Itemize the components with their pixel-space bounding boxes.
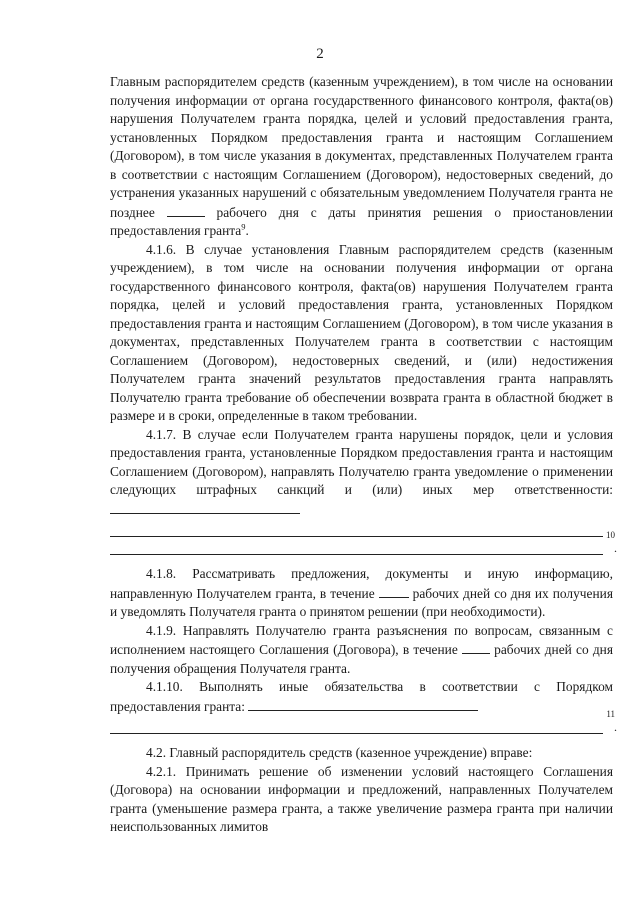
clause-4-1-9: [110, 622, 613, 679]
clause-4-2: 4.2. Главный распорядитель средств (казенное учреждение) вправе:: [146, 745, 533, 760]
paragraph-text: 4.1.7. В случае если Получателем гранта нарушены порядок, цели и условия предоставления гранта, установленные Порядком предоставления гранта и настоящим Соглашением (Договором), направлять Получателю гранта уведомление о применении следующих штрафных санкций и (или) иных мер ответственности:: [110, 426, 613, 497]
paragraph-text: 4.1.9. Направлять Получателю гранта разъяснения по вопросам, связанным с исполнением настоящего Соглашения (Договора), в течение: [110, 622, 613, 657]
paragraph-continuation: Главным распорядителем средств (казенным учреждением), в том числе на основании получения информации от органа государственного финансового контроля, факта(ов) нарушения Получателем гранта порядка, целей и условий предоставления гранта, установленных Порядком предоставления гранта и настоящим Соглашением (Договором), в том числе указания в документах, представленных Получателем гранта в соответствии с настоящим Соглашением (Договором), недостоверных сведений, до устранения указанных нарушений с обязательным уведомлением Получателя гранта не позднее рабочего дня с даты принятия решения о приостановлении предоставления гранта$^9$.: [110, 74, 613, 238]
blank-line: [110, 519, 603, 537]
clause-4-1-6: 4.1.6. В случае установления Главным распорядителем средств (казенным учреждением), в том числе на основании получения информации от органа государственного финансового контроля, факта(ов) нарушения Получателем гранта порядка, целей и условий предоставления гранта, установленных Порядком предоставления гранта и настоящим Соглашением (Договором), в том числе указания в документах, представленных Получателем гранта в соответствии с настоящим Соглашением (Договором), недостоверных сведений, и (или) недостижения Получателем гранта значений результатов предоставления гранта направлять Получателю гранта требование об обеспечении возврата гранта в областной бюджет в размере и в сроки, определенные в таком требовании.: [110, 241, 613, 423]
document-body: [110, 73, 617, 837]
blank-field: [167, 203, 205, 217]
period-mark: .: [614, 540, 617, 555]
paragraph-text: Главным распорядителем средств (казенным учреждением), в том числе на основании получения информации от органа государственного финансового контроля, факта(ов) нарушения Получателем гранта порядка, целей и условий предоставления гранта, установленных Порядком предоставления гранта и настоящим Соглашением (Договором), в том числе указания в документах, представленных Получателем гранта в соответствии с настоящим Соглашением (Договором), недостоверных сведений, до устранения указанных нарушений с обязательным уведомлением Получателя гранта не позднее: [110, 74, 613, 220]
blank-field: [110, 500, 300, 514]
paragraph-text: 4.1.8. Рассматривать предложения, документы и иную информацию, направленную Получателем гранта, в течение: [110, 566, 613, 601]
clause-4-1-7: [110, 426, 613, 520]
clause-4-1-8: [110, 565, 613, 622]
clause-4-1-10: [110, 678, 613, 716]
blank-field: [462, 640, 490, 654]
blank-line: 11 .: [110, 716, 603, 734]
footnote-ref: 9: [241, 221, 246, 232]
paragraph-text: 4.1.10. Выполнять иные обязательства в соответствии с Порядком предоставления гранта:: [110, 679, 613, 714]
paragraph-text: рабочих дней со дня их получения и уведомлять Получателя гранта о принятом решении (при необходимости).: [110, 585, 613, 619]
paragraph-text: рабочих дней со дня получения обращения Получателя гранта.: [110, 642, 613, 676]
blank-field: [248, 697, 478, 711]
clause-4-2-1: 4.2.1. Принимать решение об изменении условий настоящего Соглашения (Договора) на основании информации и предложений, направленных Получателем гранта (уменьшение размера гранта, а также увеличение размера гранта при наличии неиспользованных лимитов: [110, 763, 613, 834]
paragraph-text: рабочего дня с даты принятия решения о приостановлении предоставления гранта: [110, 204, 613, 238]
blank-line: 10 .: [110, 537, 603, 555]
blank-field: [379, 584, 409, 598]
page-number: 2: [316, 46, 324, 62]
period-mark: .: [614, 719, 617, 734]
